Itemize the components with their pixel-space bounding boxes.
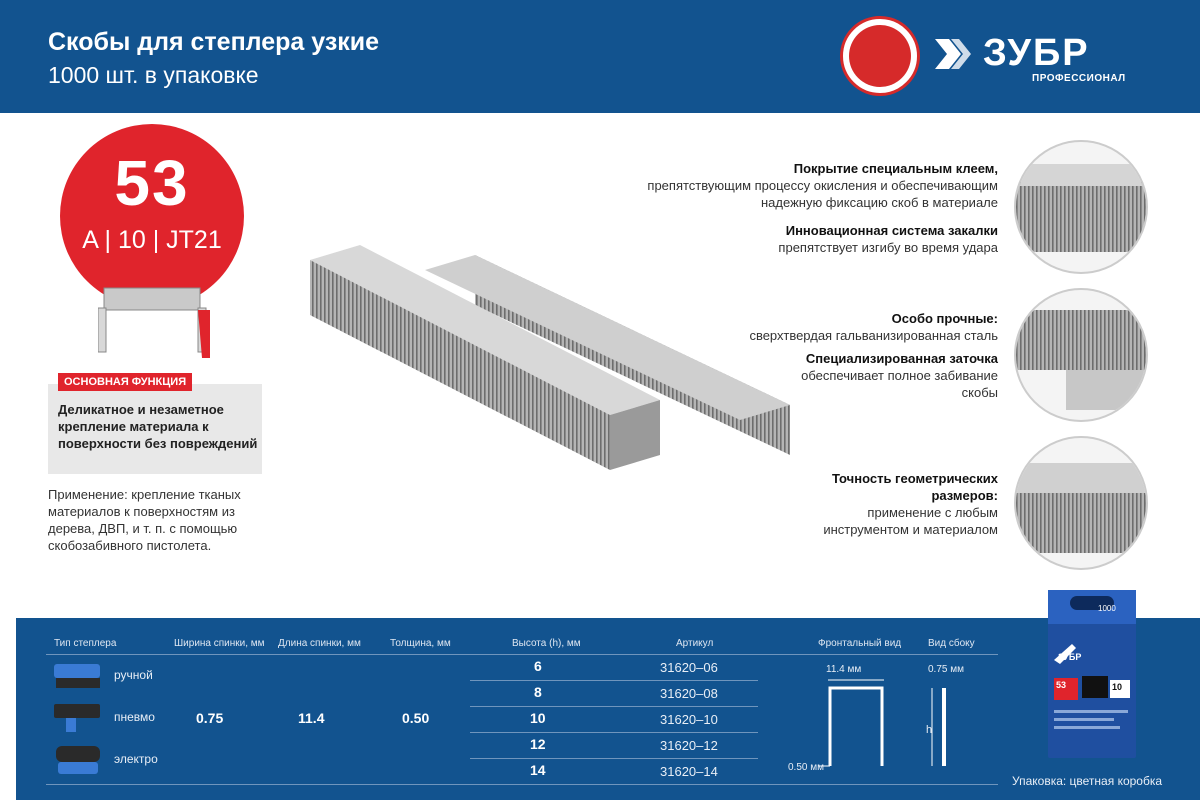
- feature-sharpening: [798, 350, 998, 401]
- article-06: 31620–06: [660, 660, 718, 675]
- packaging-label: Упаковка: цветная коробка: [1012, 774, 1163, 788]
- side-thickness-label: 0.75 мм: [928, 664, 964, 675]
- staples-hero-image: [300, 240, 800, 480]
- row-divider: [470, 706, 758, 707]
- value-thickness: 0.50: [402, 710, 430, 726]
- feature-strength-title: Особо прочные:: [891, 311, 998, 326]
- quality-seal-logo: [840, 16, 920, 96]
- value-length: 11.4: [298, 710, 325, 726]
- feature-hardening: [668, 222, 998, 256]
- feature-precision: [818, 470, 998, 538]
- strength-detail-photo: [1014, 288, 1148, 422]
- height-12: 12: [530, 736, 546, 752]
- col-header-side-view: Вид сбоку: [928, 638, 975, 649]
- manual-stapler-icon: [52, 658, 104, 694]
- feature-coating-title: Покрытие специальным клеем,: [793, 161, 998, 176]
- page-title: Скобы для степлера узкие: [48, 28, 380, 56]
- feature-strength-text: сверхтвердая гальванизированная сталь: [749, 328, 998, 343]
- box-brand: ЗУБР: [1058, 652, 1082, 662]
- tool-manual: ручной: [114, 668, 153, 682]
- brand-arrow-icon: [935, 37, 977, 71]
- tool-electric: электро: [114, 752, 158, 766]
- feature-coating: [638, 160, 998, 211]
- product-box-image: [1040, 590, 1144, 760]
- article-12: 31620–12: [660, 738, 718, 753]
- staple-type-codes: A | 10 | JT21: [82, 226, 222, 254]
- article-08: 31620–08: [660, 686, 718, 701]
- tool-pneumatic: пневмо: [114, 710, 155, 724]
- height-14: 14: [530, 762, 546, 778]
- feature-sharpening-text: обеспечивает полное забивание скобы: [801, 368, 998, 400]
- col-header-length: Длина спинки, мм: [278, 638, 361, 649]
- front-thickness-label: 0.50 мм: [788, 762, 824, 773]
- feature-coating-text: препятствующим процессу окисления и обеспечивающим надежную фиксацию скоб в материале: [647, 178, 998, 210]
- main-function-text: Деликатное и незаметное крепление материала к поверхности без повреждений: [58, 402, 258, 451]
- precision-detail-photo: [1014, 436, 1148, 570]
- col-header-height: Высота (h), мм: [512, 638, 581, 649]
- col-header-thickness: Толщина, мм: [390, 638, 451, 649]
- staple-type-number: 53: [114, 147, 190, 219]
- height-6: 6: [534, 658, 542, 674]
- feature-precision-title: Точность геометрических размеров:: [831, 471, 998, 503]
- staple-illustration: [98, 280, 210, 360]
- electric-stapler-icon: [52, 742, 104, 778]
- article-10: 31620–10: [660, 712, 718, 727]
- front-width-label: 11.4 мм: [826, 664, 862, 675]
- row-divider: [470, 732, 758, 733]
- table-bottom-line: [46, 784, 998, 785]
- article-14: 31620–14: [660, 764, 718, 779]
- height-10: 10: [530, 710, 546, 726]
- front-view-drawing: [808, 674, 908, 774]
- pneumatic-stapler-icon: [52, 698, 104, 734]
- col-header-type: Тип степлера: [54, 638, 117, 649]
- brand-name: ЗУБР: [983, 32, 1090, 74]
- application-text: Применение: крепление тканых материалов к поверхностям из дерева, ДВП, и т. п. с помощью скобозабивного пистолета.: [48, 487, 241, 553]
- height-label: h: [926, 724, 933, 736]
- col-header-article: Артикул: [676, 638, 714, 649]
- feature-strength: [668, 310, 998, 344]
- brand-subtitle: ПРОФЕССИОНАЛ: [1032, 73, 1126, 84]
- side-view-drawing: [916, 674, 976, 774]
- box-type: 53: [1056, 680, 1067, 690]
- main-function-tag: ОСНОВНАЯ ФУНКЦИЯ: [58, 373, 192, 391]
- feature-precision-text: применение с любым инструментом и материалом: [823, 505, 998, 537]
- row-divider: [470, 680, 758, 681]
- height-8: 8: [534, 684, 542, 700]
- row-divider: [470, 758, 758, 759]
- coating-detail-photo: [1014, 140, 1148, 274]
- feature-hardening-title: Инновационная система закалки: [785, 223, 998, 238]
- col-header-front-view: Фронтальный вид: [818, 638, 902, 649]
- brand-logo: [935, 32, 1090, 75]
- value-width: 0.75: [196, 710, 224, 726]
- box-count: 1000: [1098, 604, 1116, 613]
- col-header-width: Ширина спинки, мм: [174, 638, 265, 649]
- page-subtitle: 1000 шт. в упаковке: [48, 62, 259, 88]
- box-size: 10: [1112, 682, 1123, 692]
- feature-sharpening-title: Специализированная заточка: [805, 351, 998, 366]
- specification-panel: [16, 618, 1200, 800]
- header-divider: [46, 654, 998, 655]
- feature-hardening-text: препятствует изгибу во время удара: [778, 240, 998, 255]
